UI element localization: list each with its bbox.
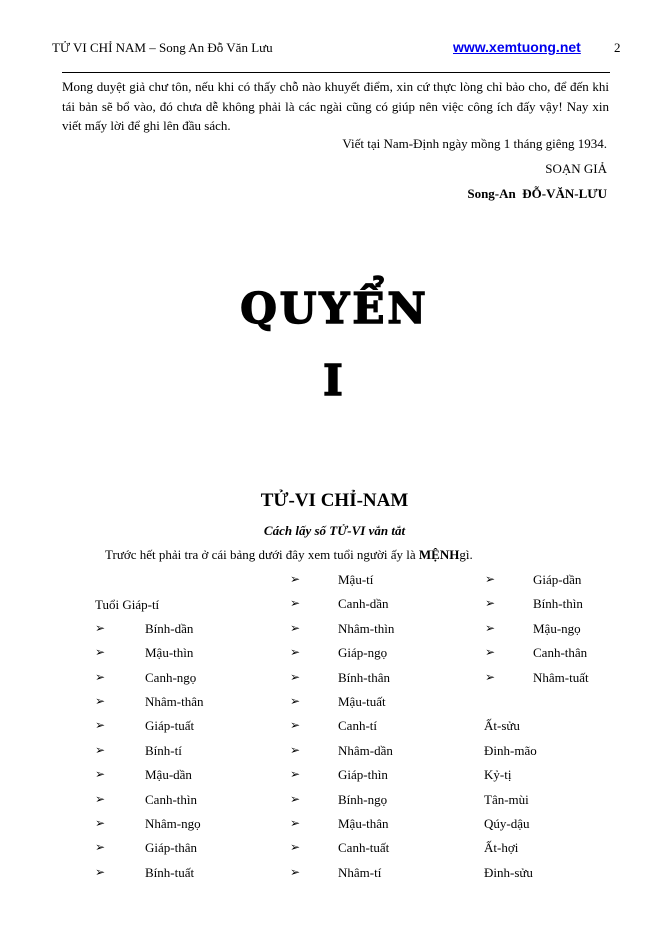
year-cell: Bính-tí [145, 742, 182, 758]
bullet-icon: ➢ [95, 669, 106, 684]
year-cell: Bính-thân [338, 669, 390, 685]
year-cell: Tân-mùi [484, 791, 529, 807]
bullet-icon: ➢ [290, 620, 301, 635]
bullet-icon: ➢ [95, 694, 106, 708]
bullet-icon: ➢ [95, 645, 106, 660]
year-cell: Canh-dần [338, 596, 389, 612]
header-rule [62, 72, 610, 73]
author-name: ĐỖ-VĂN-LƯU [522, 186, 607, 201]
bullet-icon: ➢ [95, 742, 106, 757]
intro-line [105, 547, 473, 563]
year-cell: Canh-ngọ [145, 669, 197, 685]
bullet-icon: ➢ [485, 572, 496, 586]
intro-text: Trước hết phải tra ở cái bảng dưới đây xem tuổi người ấy là [105, 547, 419, 562]
year-cell: Giáp-tuất [145, 718, 195, 734]
bullet-icon: ➢ [95, 791, 106, 806]
bullet-icon: ➢ [95, 620, 106, 635]
bullet-icon: ➢ [290, 742, 301, 757]
year-cell: Bính-ngọ [338, 791, 388, 807]
section-title: TỬ-VI CHỈ-NAM [260, 490, 409, 511]
bullet-icon: ➢ [290, 645, 301, 660]
bullet-icon: ➢ [290, 596, 301, 611]
year-cell: Canh-thân [533, 645, 588, 661]
bullet-icon: ➢ [290, 669, 301, 684]
bullet-icon: ➢ [485, 620, 496, 635]
bullet-icon: ➢ [290, 840, 301, 855]
year-cell: Giáp-thìn [338, 767, 388, 783]
section-subtitle: Cách lấy số TỬ-VI vắn tắt [263, 523, 406, 538]
website-link[interactable]: www.xemtuong.net [453, 39, 581, 55]
volume-word: QUYỂN [240, 284, 429, 333]
year-cell: Mậu-tuất [338, 694, 386, 709]
year-cell: Mậu-tí [338, 572, 374, 587]
bullet-icon: ➢ [95, 816, 106, 830]
year-cell: Canh-thìn [145, 791, 197, 807]
bullet-icon: ➢ [290, 694, 301, 708]
bullet-icon: ➢ [485, 669, 496, 684]
bullet-icon: ➢ [290, 791, 301, 806]
year-cell: Nhâm-dần [338, 742, 393, 758]
bullet-icon: ➢ [95, 840, 106, 855]
year-cell: Mậu-thân [338, 816, 389, 831]
col1-header: Tuổi Giáp-tí [95, 597, 160, 612]
year-cell: Bính-dần [145, 620, 194, 636]
year-cell: Canh-tuất [338, 840, 390, 856]
bullet-icon: ➢ [95, 718, 106, 733]
year-cell: Nhâm-ngọ [145, 816, 201, 831]
year-cell: Ất-hợi [484, 840, 519, 856]
year-cell: Giáp-dần [533, 572, 582, 587]
header-title: TỬ VI CHỈ NAM – Song An Đỗ Văn Lưu [52, 40, 273, 55]
bullet-icon: ➢ [485, 645, 496, 660]
bullet-icon: ➢ [290, 718, 301, 733]
year-cell: Ất-sửu [484, 718, 520, 734]
year-cell: Mậu-ngọ [533, 620, 581, 636]
year-cell: Nhâm-tí [338, 864, 382, 880]
author-prefix: Song-An [467, 186, 516, 201]
year-cell: Đinh-mão [484, 742, 537, 758]
year-cell: Nhâm-tuất [533, 669, 589, 685]
bullet-icon: ➢ [95, 864, 106, 879]
author-role: SOẠN GIẢ [545, 161, 607, 176]
page-header [52, 39, 621, 60]
volume-number: I [323, 356, 346, 405]
year-cell: Bính-thìn [533, 596, 583, 612]
intro-tail: gì. [459, 547, 473, 562]
preface-paragraph: Mong duyệt giả chư tôn, nếu khi có thấy chỗ nào khuyết điểm, xin cứ thực lòng chỉ bảo cho, để đến khi tái bản sẽ bổ vào, đó chưa dễ không phải là các ngài cũng có giúp nên việc công ích đấy vậy! Nay xin viết mấy lời để ghi lên đầu sách. [62, 79, 609, 133]
year-cell: Nhâm-thìn [338, 620, 395, 636]
bullet-icon: ➢ [290, 864, 301, 879]
year-cell: Đinh-sửu [484, 864, 533, 880]
bullet-icon: ➢ [290, 767, 301, 782]
date-line: Viết tại Nam-Định ngày mồng 1 tháng giêng 1934. [342, 136, 607, 151]
year-cell: Mậu-thìn [145, 645, 194, 661]
year-cell: Kỷ-tị [484, 767, 512, 783]
year-cell: Qúy-dậu [484, 816, 530, 831]
year-cell: Bính-tuất [145, 864, 195, 880]
year-cell: Giáp-ngọ [338, 645, 388, 661]
page-number: 2 [614, 40, 621, 55]
year-cell: Canh-tí [338, 718, 377, 734]
bullet-icon: ➢ [485, 596, 496, 611]
author-signature [467, 186, 607, 202]
bullet-icon: ➢ [95, 767, 106, 782]
bullet-icon: ➢ [290, 816, 301, 830]
intro-keyword: MỆNH [418, 547, 460, 562]
year-cell: Nhâm-thân [145, 694, 204, 709]
year-cell: Mậu-dần [145, 767, 192, 783]
year-cell: Giáp-thân [145, 840, 197, 856]
bullet-icon: ➢ [290, 572, 301, 586]
